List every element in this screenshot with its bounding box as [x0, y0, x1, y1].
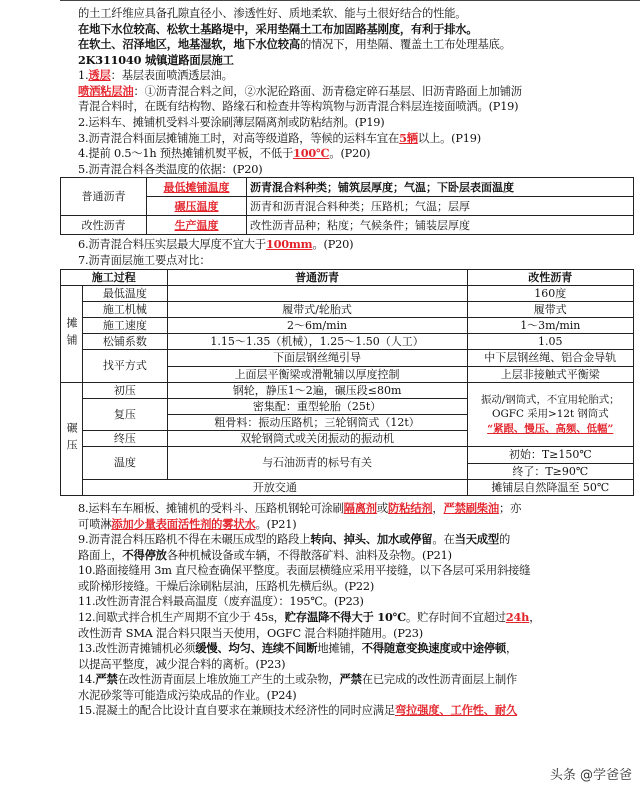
table-cell: 密集配：重型轮胎（25t） — [167, 398, 467, 414]
table-cell: 初始：T≥150℃ — [467, 447, 633, 463]
table-row — [61, 334, 634, 350]
table-cell: 振动/钢筒式，不宜用轮胎式； OGFC 采用>12t 钢筒式 “紧跟、慢压、高频、低幅” — [467, 382, 633, 447]
table-cell: 上层非接触式平衡梁 — [467, 366, 633, 382]
table-row — [61, 178, 634, 197]
group-label: 摊铺 — [61, 285, 83, 382]
table-row — [61, 479, 634, 495]
table-cell: 1.15～1.35（机械），1.25～1.50（人工） — [167, 334, 467, 350]
table-cell: 下面层钢丝绳引导 — [167, 350, 467, 366]
note-13-cont: 以提高平整度，减少混合料的离析。(P23) — [78, 657, 286, 671]
table-cell: 改性沥青品种；粘度；气候条件；铺装层厚度 — [247, 216, 634, 235]
table-cell: 温度 — [83, 447, 167, 479]
table-cell: 终了：T≥90℃ — [467, 463, 633, 479]
top-rule — [60, 0, 640, 3]
table-cell: 开放交通 — [83, 479, 467, 495]
item-6: 6.沥青混合料压实层最大厚度不宜大于100mm。(P20) — [78, 237, 354, 252]
table-cell: 施工机械 — [83, 301, 167, 317]
table-cell: 履带式 — [467, 301, 633, 317]
item-2: 2.运料车、摊铺机受料斗要涂刷薄层隔离剂或防粘结剂。(P19) — [78, 116, 385, 130]
table-cell: 最低摊铺温度 — [147, 178, 247, 197]
note-13: 13.改性沥青摊铺机必须缓慢、均匀、连续不间断地摊铺，不得随意变换速度或中途停顿， — [78, 641, 518, 656]
table-cell: 沥青混合料种类；铺筑层厚度；气温；下卧层表面温度 — [247, 178, 634, 197]
table-cell: 松铺系数 — [83, 334, 167, 350]
note-10-cont: 或阶梯形接缝。干燥后涂刷粘层油，压路机先横后纵。(P22) — [78, 579, 375, 593]
section-heading: 2K311040 城镇道路面层施工 — [78, 52, 234, 67]
table-cell — [167, 285, 467, 301]
watermark: 头条 @学爸爸 — [549, 768, 632, 784]
table-cell: 普通沥青 — [61, 178, 147, 216]
table-row — [61, 216, 634, 235]
table-cell: 改性沥青 — [61, 216, 147, 235]
construction-comparison-table — [60, 269, 634, 496]
table-header: 施工过程 — [61, 269, 168, 285]
table-cell: 2～6m/min — [167, 318, 467, 334]
table-cell: 最低温度 — [83, 285, 167, 301]
table-cell: 施工速度 — [83, 318, 167, 334]
table-row — [61, 318, 634, 334]
note-14-cont: 水泥砂浆等可能造成污染成品的作业。(P24) — [78, 688, 297, 702]
text-line: 的土工纤维应具备孔隙直径小、渗透性好、质地柔软、能与土很好结合的性能。 — [78, 7, 467, 20]
table-cell: 生产温度 — [147, 216, 247, 235]
table-row — [61, 382, 634, 398]
table-cell: 160度 — [467, 285, 633, 301]
table-cell: 碾压温度 — [147, 197, 247, 216]
table-row — [61, 197, 634, 216]
note-12: 12.间歇式拌合机生产周期不宜少于 45s，贮存温降不得大于 10℃。贮存时间不宜超过24h， — [78, 609, 541, 624]
table-cell: 中下层钢丝绳、铝合金导轨 — [467, 350, 633, 366]
note-12-cont: 改性沥青 SMA 混合料只限当天使用，OGFC 混合料随拌随用。(P23) — [78, 626, 423, 640]
note-11: 11.改性沥青混合料最高温度（废弃温度）：195℃。(P23) — [78, 595, 364, 609]
text-line: 在地下水位较高、松软土基路堤中，采用垫隔土工布加固路基刚度，有利于排水。 — [78, 21, 478, 36]
note-8-cont: 可喷淋添加少量表面活性剂的雾状水。(P21) — [78, 516, 297, 531]
item-5: 5.沥青混合料各类温度的依据：(P20) — [78, 162, 263, 176]
group-label: 碾压 — [61, 382, 83, 495]
note-15: 15.混凝土的配合比设计直自要求在兼顾技术经济性的同时应满足弯拉强度、工作性、耐久 — [78, 703, 518, 718]
table-row — [61, 350, 634, 366]
note-8: 8.运料车车厢板、摊铺机的受料斗、压路机钢轮可涂刷隔离剂或防粘结剂，严禁刷柴油；亦 — [78, 500, 522, 515]
note-9: 9.沥青混合料压路机不得在未碾压成型的路段上转向、掉头、加水或停留。在当天成型的 — [78, 532, 511, 547]
item-7: 7.沥青面层施工要点对比： — [78, 253, 211, 267]
table-row — [61, 447, 634, 463]
note-14: 14.严禁在改性沥青面层上堆放施工产生的土或杂物，严禁在已完成的改性沥青面层上制作 — [78, 672, 518, 687]
table-cell: 双轮钢筒式或关闭振动的振动机 — [167, 431, 467, 447]
note-10: 10.路面接缝用 3m 直尺检查确保平整度。表面层横缝应采用平接缝，以下各层可采用斜接缝 — [78, 564, 531, 578]
table-cell: 1～3m/min — [467, 318, 633, 334]
table-cell: 与石油沥青的标号有关 — [167, 447, 467, 479]
table-cell: 履带式/轮胎式 — [167, 301, 467, 317]
table-row — [61, 285, 634, 301]
table-cell: 找平方式 — [83, 350, 167, 382]
notes-section — [78, 501, 630, 719]
temperature-basis-table — [60, 177, 634, 235]
table-header: 改性沥青 — [467, 269, 633, 285]
table-cell: 摊铺层自然降温至 50℃ — [467, 479, 633, 495]
text-line: 在软土、沼泽地区，地基湿软，地下水位较高的情况下，用垫隔、覆盖土工布处理基底。 — [78, 37, 511, 52]
item-1: 1.透层：基层表面喷洒透层油。 — [78, 68, 233, 83]
note-9-cont: 路面上，不得停放各种机械设备或车辆，不得散落矿料、油料及杂物。(P21) — [78, 547, 452, 562]
table-cell: 终压 — [83, 431, 167, 447]
table-cell: 粗骨料：振动压路机；三轮钢筒式（12t） — [167, 415, 467, 431]
item-1-detail: 喷洒粘层油：①沥青混合料之间，②水泥砼路面、沥青稳定碎石基层、旧沥青路面上加铺沥 — [78, 83, 522, 98]
table-row — [61, 301, 634, 317]
table-cell: 上面层平衡梁或滑靴辅以厚度控制 — [167, 366, 467, 382]
table-cell: 初压 — [83, 382, 167, 398]
table-header: 普通沥青 — [167, 269, 467, 285]
table-cell: 复压 — [83, 398, 167, 430]
item-3: 3.沥青混合料面层摊铺施工时，对高等级道路，等候的运料车宜在5辆以上。(P19) — [78, 130, 481, 145]
table-header-row — [61, 269, 634, 285]
table-cell: 钢轮，静压1～2遍，碾压段≤80m — [167, 382, 467, 398]
table-cell: 沥青和沥青混合料种类；压路机；气温；层厚 — [247, 197, 634, 216]
item-1-detail-cont: 青混合料时，在既有结构物、路缘石和检查井等构筑物与沥青混合料层连接面喷洒。(P19) — [78, 100, 519, 114]
item-4: 4.提前 0.5～1h 预热摊铺机熨平板，不低于100℃。(P20) — [78, 146, 371, 161]
table-cell: 1.05 — [467, 334, 633, 350]
